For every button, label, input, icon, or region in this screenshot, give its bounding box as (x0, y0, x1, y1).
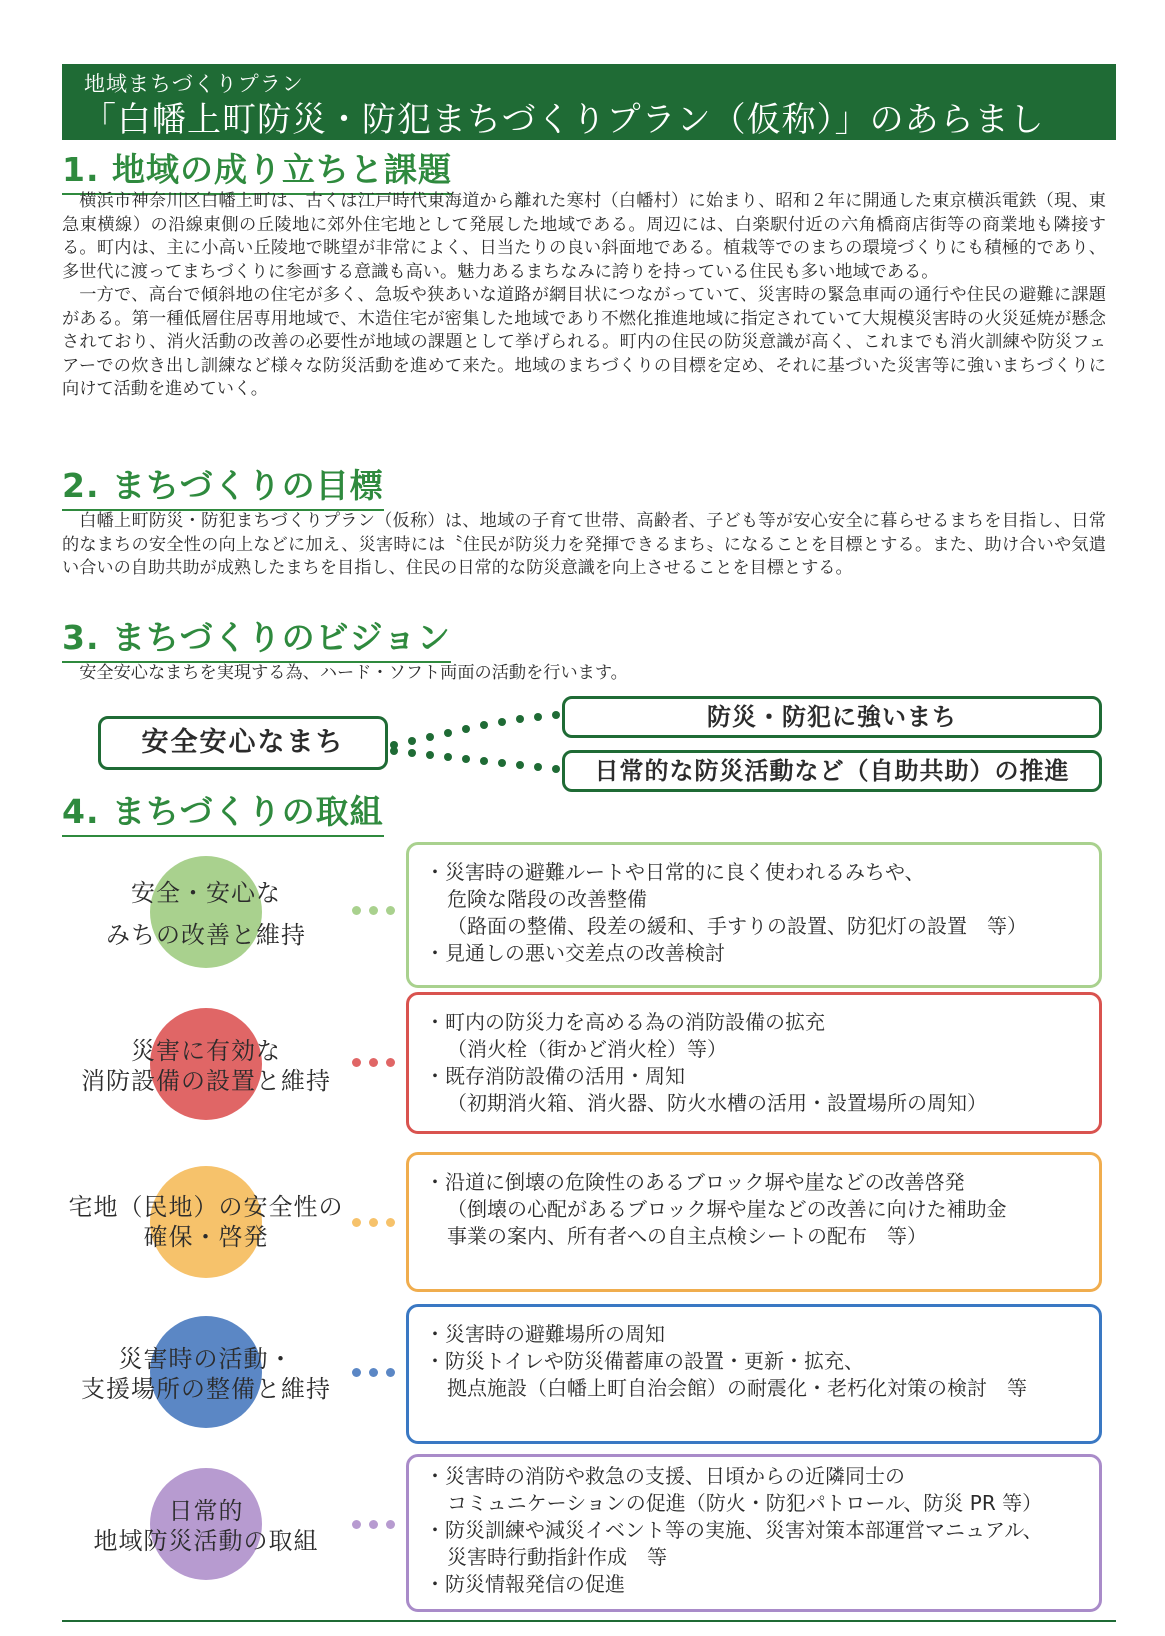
section-1-paragraph-2: 一方で、高台で傾斜地の住宅が多く、急坂や狭あいな道路が網目状につながっていて、災害時の緊急車両の通行や住民の避難に課題がある。第一種低層住居専用地域で、木造住宅が密集した地域であり不燃化推進地域に指定されていて大規模災害時の火災延焼が懸念されており、消火活動の改善の必要性が地域の課題として挙げられる。町内の住民の防災意識が高く、これまでも消火訓練や防災フェアーでの炊き出し訓練など様々な防災活動を進めて来た。地域のまちづくりの目標を定め、それに基づいた災害等に強いまちづくりに向けて活動を進めていく。 (62, 285, 1106, 399)
header-subtitle: 地域まちづくりプラン (84, 72, 304, 96)
initiative-2-box: ・町内の防災力を高める為の消防設備の拡充 （消火栓（街かど消火栓）等） ・既存消防設備の活用・周知 （初期消火箱、消火器、防火水槽の活用・設置場所の周知） (406, 992, 1102, 1134)
initiative-1-box: ・災害時の避難ルートや日常的に良く使われるみちや、 危険な階段の改善整備 （路面の整備、段差の緩和、手すりの設置、防犯灯の設置 等） ・見通しの悪い交差点の改善検討 (406, 842, 1102, 988)
initiative-5-box: ・災害時の消防や救急の支援、日頃からの近隣同士の コミュニケーションの促進（防火・防犯パトロール、防災 PR 等） ・防災訓練や減災イベント等の実施、災害対策本部運営マニュアル、 災害時行動指針作成 等 ・防災情報発信の促進 (406, 1454, 1102, 1612)
initiative-4-label: 災害時の活動・ 支援場所の整備と維持 (81, 1345, 331, 1403)
section-1-paragraph-1: 横浜市神奈川区白幡上町は、古くは江戸時代東海道から離れた寒村（白幡村）に始まり、昭和２年に開通した東京横浜電鉄（現、東急東横線）の沿線東側の丘陵地に郊外住宅地として発展した地域である。周辺には、白楽駅付近の六角橋商店街等の商業地も隣接する。町内は、主に小高い丘陵地で眺望が非常によく、日当たりの良い斜面地である。植栽等でのまちの環境づくりにも積極的であり、多世代に渡ってまちづくりに参画する意識も高い。魅力あるまちなみに誇りを持っている住民も多い地域である。 (62, 191, 1106, 282)
header-title: 「白幡上町防災・防犯まちづくりプラン（仮称）」のあらまし (82, 100, 1045, 140)
header-banner (62, 64, 1116, 140)
vision-connector-dots (390, 706, 565, 776)
section-1-body (62, 190, 1106, 402)
section-2-paragraph: 白幡上町防災・防犯まちづくりプラン（仮称）は、地域の子育て世帯、高齢者、子ども等が安心安全に暮らせるまちを目指し、日常的なまちの安全性の向上などに加え、災害時には〝住民が防災力を発揮できるまち〟になることを目標とする。また、助け合いや気遣い合いの自助共助が成熟したまちを目指し、住民の日常的な防災意識を向上させることを目標とする。 (62, 511, 1106, 578)
section-2-body (62, 510, 1106, 581)
initiative-3-box: ・沿道に倒壊の危険性のあるブロック塀や崖などの改善啓発 （倒壊の心配があるブロック塀や崖などの改善に向けた補助金 事業の案内、所有者への自主点検シートの配布 等） (406, 1152, 1102, 1292)
initiative-1-label: 安全・安心な みちの改善と維持 (106, 879, 306, 949)
section-4-title: 4. まちづくりの取組 (62, 786, 384, 837)
initiative-3-label: 宅地（民地）の安全性の 確保・啓発 (68, 1193, 344, 1251)
initiative-5-label: 日常的 地域防災活動の取組 (93, 1497, 319, 1555)
section-2-title: 2. まちづくりの目標 (62, 460, 384, 511)
vision-goal-1: 防災・防犯に強いまち (562, 696, 1102, 738)
section-3-title: 3. まちづくりのビジョン (62, 612, 451, 663)
initiative-2-label: 災害に有効な 消防設備の設置と維持 (81, 1037, 331, 1095)
section-1-title: 1. 地域の成り立ちと課題 (62, 144, 452, 195)
vision-goal-2: 日常的な防災活動など（自助共助）の推進 (562, 750, 1102, 792)
footer-divider (62, 1620, 1116, 1622)
vision-center-box: 安全安心なまち (98, 716, 388, 770)
initiative-4-box: ・災害時の避難場所の周知 ・防災トイレや防災備蓄庫の設置・更新・拡充、 拠点施設（白幡上町自治会館）の耐震化・老朽化対策の検討 等 (406, 1304, 1102, 1444)
section-3-intro: 安全安心なまちを実現する為、ハード・ソフト両面の活動を行います。 (79, 663, 628, 683)
